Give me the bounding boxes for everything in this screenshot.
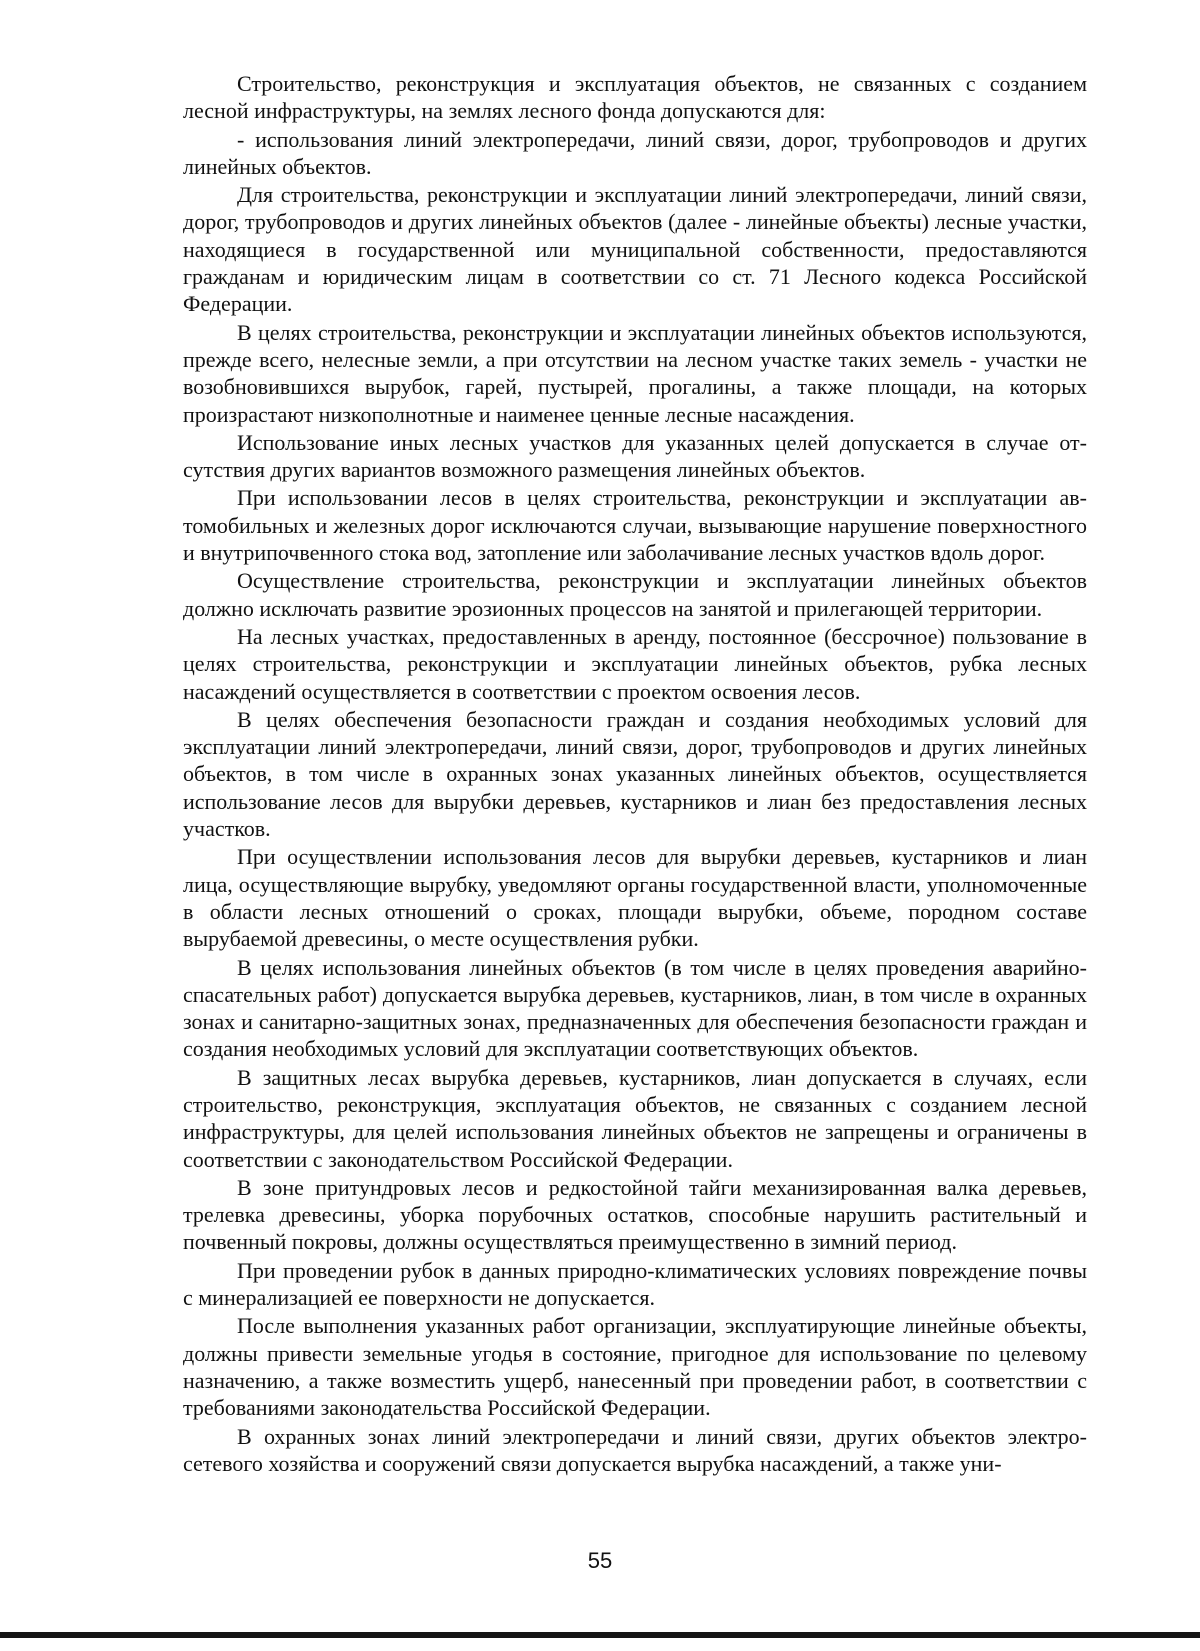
paragraph: Использование иных лесных участков для указанных целей допускается в случае отсутствия других вариантов возможного размещения линейных объектов. <box>183 429 1087 483</box>
paragraph: - использования линий электропередачи, линий связи, дорог, трубопроводов и других линейных объектов. <box>183 126 1087 179</box>
paragraph: При осуществлении использования лесов для вырубки деревьев, кустарников и лиан лица, осуществляющие вырубку, уведомляют органы государственной власти, уполномоченные в области лесных отношений о сроках, площади вырубки, объеме, породном составе вырубаемой древесины, о месте осуществления рубки. <box>183 844 1087 952</box>
paragraph: Для строительства, реконструкции и эксплуатации линий электропередачи, линий связи, дорог, трубопроводов и других линейных объектов (далее - линейные объекты) лесные участки, находящиеся в государственной или муниципальной собственности, предоставляются гражданам и юридическим лицам в соответствии со ст. 71 Лесного кодекса Российской Федерации. <box>183 182 1087 317</box>
paragraph: В защитных лесах вырубка деревьев, кустарников, лиан допускается в случаях, если строительство, реконструкция, эксплуатация объектов, не связанных с созданием лесной инфраструктуры, для целей использования линейных объектов не запрещены и ограничены в соответствии с законодательством Российской Федерации. <box>183 1064 1087 1172</box>
page-number: 55 <box>587 1548 613 1573</box>
paragraph: В целях использования линейных объектов (в том числе в целях проведения аварийно-спасательных работ) допускается вырубка деревьев, кустарников, лиан, в том числе в охранных зонах и санитарно-защитных зонах, предназначенных для обеспечения безопасности граждан и создания необходимых условий для эксплуатации соответствующих объектов. <box>183 954 1087 1062</box>
paragraph: Строительство, реконструкция и эксплуатация объектов, не связанных с созданием лесной инфраструктуры, на землях лесного фонда допускаются для: <box>183 71 1087 124</box>
paragraph: В целях строительства, реконструкции и эксплуатации линейных объектов используются, прежде всего, нелесные земли, а при отсутствии на лесном участке таких земель - участки не возобновившихся вырубок, гарей, пустырей, прогалины, а также площади, на которых произрастают низкополнотные и наименее ценные лесные насаждения. <box>183 319 1087 427</box>
bottom-divider <box>0 1632 1200 1638</box>
paragraph: В зоне притундровых лесов и редкостойной тайги механизированная валка деревьев, трелевка древесины, уборка порубочных остатков, способные нарушить растительный и почвенный покровы, должны осуществляться преимущественно в зимний период. <box>183 1174 1087 1255</box>
paragraph: В целях обеспечения безопасности граждан и создания необходимых условий для эксплуатации линий электропередачи, линий связи, дорог, трубопроводов и других линейных объектов, в том числе в охранных зонах указанных линейных объектов, осуществляется использование лесов для вырубки деревьев, кустарников и лиан без предоставления лесных участков. <box>183 706 1087 842</box>
paragraph: При проведении рубок в данных природно-климатических условиях повреждение почвы с минерализацией ее поверхности не допускается. <box>183 1257 1087 1311</box>
paragraph: В охранных зонах линий электропередачи и линий связи, других объектов электросетевого хозяйства и сооружений связи допускается вырубка насаждений, а также уни- <box>183 1423 1087 1476</box>
paragraph: После выполнения указанных работ организации, эксплуатирующие линейные объекты, должны привести земельные угодья в состояние, пригодное для использование по целевому назначению, а также возместить ущерб, нанесенный при проведении работ, в соответствии с требованиями законодательства Российской Федерации. <box>183 1313 1087 1421</box>
paragraph: Осуществление строительства, реконструкции и эксплуатации линейных объектов должно исключать развитие эрозионных процессов на занятой и прилегающей территории. <box>183 568 1087 621</box>
paragraph: При использовании лесов в целях строительства, реконструкции и эксплуатации автомобильных и железных дорог исключаются случаи, вызывающие нарушение поверхностного и внутрипочвенного стока вод, затопление или заболачивание лесных участков вдоль дорог. <box>183 485 1087 566</box>
body-text <box>183 70 1087 1478</box>
paragraph: На лесных участках, предоставленных в аренду, постоянное (бессрочное) пользование в целях строительства, реконструкции и эксплуатации линейных объектов, рубка лесных насаждений осуществляется в соответствии с проектом освоения лесов. <box>183 623 1087 704</box>
